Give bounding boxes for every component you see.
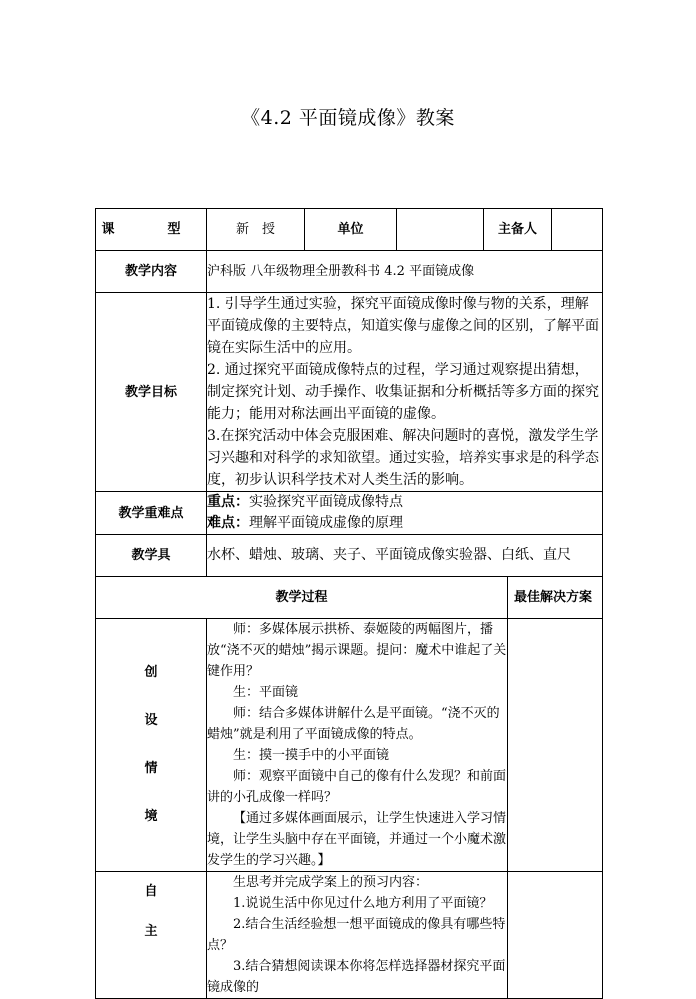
section-self-study-solution xyxy=(508,872,603,999)
key-point-label: 重点： xyxy=(207,494,249,510)
value-teaching-content: 沪科版 八年级物理全册教科书 4.2 平面镜成像 xyxy=(207,251,603,293)
goal-item: 2. 通过探究平面镜成像特点的过程，学习通过观察提出猜想，制定探究计划、动手操作、收集证据和分析概括等多方面的探究能力；能用对称法画出平面镜的虚像。 xyxy=(207,362,599,422)
label-unit: 单位 xyxy=(305,209,397,251)
value-course-type: 新 授 xyxy=(207,209,305,251)
value-lead-preparer xyxy=(552,209,603,251)
goals-list xyxy=(207,293,603,492)
label-teaching-process: 教学过程 xyxy=(96,577,508,619)
process-line: 生：平面镜 xyxy=(233,685,299,700)
label-teaching-tools: 教学具 xyxy=(96,535,207,577)
side-char: 自 xyxy=(144,884,158,899)
section-scenario-content xyxy=(207,619,508,872)
side-char: 设 xyxy=(144,713,158,728)
process-line: 1.说说生活中你见过什么地方利用了平面镜？ xyxy=(233,896,493,911)
process-line: 3.结合猜想阅读课本你将怎样选择器材探究平面镜成像的 xyxy=(207,959,506,995)
document-title: 《4.2 平面镜成像》教案 xyxy=(241,107,455,129)
side-char: 主 xyxy=(144,924,158,939)
process-line: 师：观察平面镜中自己的像有什么发现？和前面讲的小孔成像一样吗？ xyxy=(207,769,507,805)
row-section-scenario xyxy=(96,619,603,872)
row-teaching-content xyxy=(96,251,603,293)
process-line: 【通过多媒体画面展示，让学生快速进入学习情境，让学生头脑中存在平面镜，并通过一个小魔术激发学生的学习兴趣。】 xyxy=(207,811,507,868)
row-key-difficulty xyxy=(96,492,603,535)
section-self-study-side xyxy=(96,872,207,999)
label-lead-preparer: 主备人 xyxy=(484,209,552,251)
difficulty-line xyxy=(207,513,602,534)
side-char: 境 xyxy=(144,809,158,824)
lesson-plan-table xyxy=(95,208,603,999)
row-teaching-goals xyxy=(96,293,603,492)
side-char: 情 xyxy=(144,761,158,776)
process-line: 2.结合生活经验想一想平面镜成的像具有哪些特点？ xyxy=(207,917,506,953)
key-point-text: 实验探究平面镜成像特点 xyxy=(249,494,403,510)
row-process-header xyxy=(96,577,603,619)
row-course-type xyxy=(96,209,603,251)
label-key-difficulty: 教学重难点 xyxy=(96,492,207,535)
section-scenario-solution xyxy=(508,619,603,872)
process-line: 生思考并完成学案上的预习内容： xyxy=(233,875,429,890)
section-scenario-side xyxy=(96,619,207,872)
process-line: 生：摸一摸手中的小平面镜 xyxy=(233,748,390,763)
key-point-line xyxy=(207,492,602,513)
difficulty-label: 难点： xyxy=(207,515,249,531)
label-best-solution: 最佳解决方案 xyxy=(508,577,603,619)
process-line: 师：结合多媒体讲解什么是平面镜。“浇不灭的蜡烛”就是利用了平面镜成像的特点。 xyxy=(207,706,500,742)
row-teaching-tools xyxy=(96,535,603,577)
process-line: 师：多媒体展示拱桥、泰姬陵的两幅图片，播放“浇不灭的蜡烛”揭示课题。提问：魔术中谁起了关键作用？ xyxy=(207,622,507,679)
label-teaching-goals: 教学目标 xyxy=(96,293,207,492)
section-self-study-content xyxy=(207,872,508,999)
goal-item: 3.在探究活动中体会克服困难、解决问题时的喜悦，激发学生学习兴趣和对科学的求知欲望。通过实验，培养实事求是的科学态度，初步认识科学技术对人类生活的影响。 xyxy=(207,428,599,488)
value-unit xyxy=(397,209,484,251)
value-key-difficulty xyxy=(207,492,603,535)
label-teaching-content: 教学内容 xyxy=(96,251,207,293)
goal-item: 1. 引导学生通过实验，探究平面镜成像时像与物的关系，理解平面镜成像的主要特点，知道实像与虚像之间的区别，了解平面镜在实际生活中的应用。 xyxy=(207,296,599,356)
side-char: 创 xyxy=(144,665,158,680)
label-course-type: 课 型 xyxy=(96,209,207,251)
row-section-self-study xyxy=(96,872,603,999)
value-teaching-tools: 水杯、蜡烛、玻璃、夹子、平面镜成像实验器、白纸、直尺 xyxy=(207,535,603,577)
difficulty-text: 理解平面镜成虚像的原理 xyxy=(249,515,403,531)
